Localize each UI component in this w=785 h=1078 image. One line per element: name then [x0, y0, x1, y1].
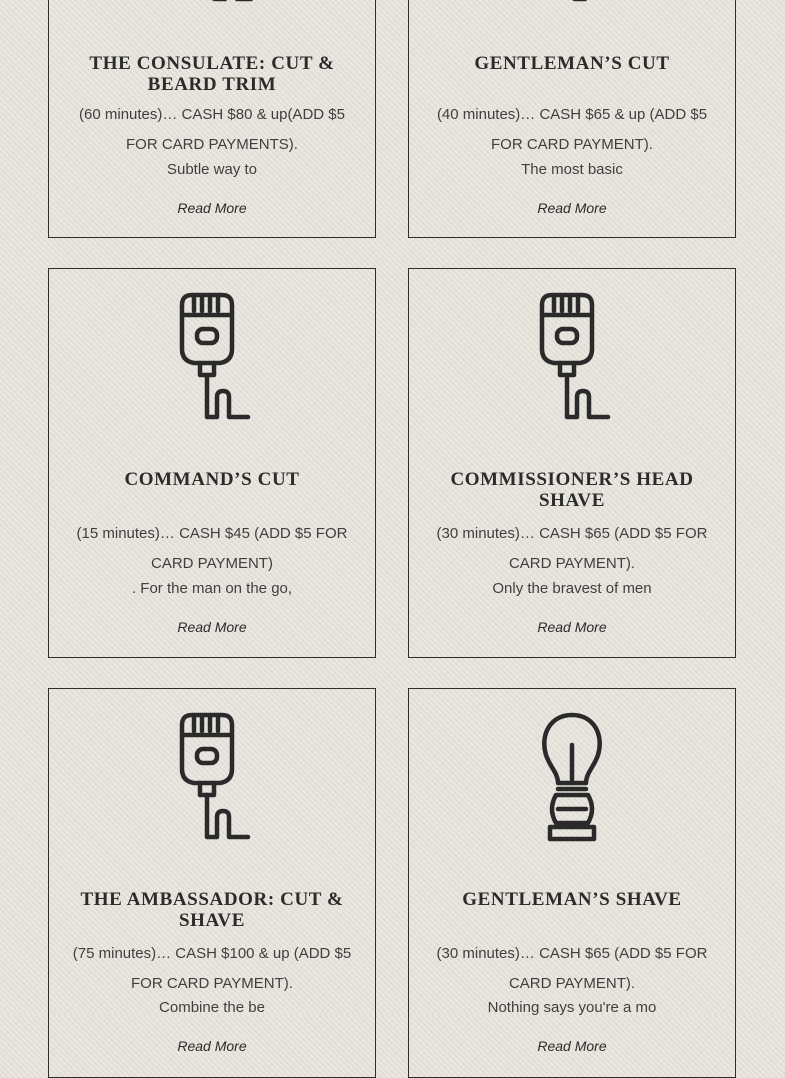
service-excerpt: The most basic [521, 161, 623, 178]
service-card-gentlemans-cut [408, 0, 736, 238]
clipper-icon [49, 291, 375, 421]
service-title: GENTLEMAN’S CUT [474, 53, 670, 74]
service-card-commands-cut [48, 268, 376, 658]
service-excerpt: . For the man on the go, [131, 580, 293, 597]
service-card-consulate [48, 0, 376, 238]
service-price: (30 minutes)… CASH $65 (ADD $5 FOR CARD PAYMENT). [436, 525, 708, 572]
read-more-link[interactable]: Read More [177, 619, 247, 635]
service-card-commissioners-head-shave [408, 268, 736, 658]
clipper-icon [409, 0, 735, 1]
service-price: (40 minutes)… CASH $65 & up (ADD $5 FOR CARD PAYMENT). [436, 106, 708, 153]
read-more-link[interactable]: Read More [537, 1038, 607, 1054]
service-price: (15 minutes)… CASH $45 (ADD $5 FOR CARD PAYMENT) [76, 525, 348, 572]
clipper-icon [49, 711, 375, 841]
clipper-icon [409, 291, 735, 421]
read-more-link[interactable]: Read More [177, 200, 247, 216]
service-price: (30 minutes)… CASH $65 (ADD $5 FOR CARD PAYMENT). [436, 945, 708, 992]
service-title: GENTLEMAN’S SHAVE [462, 889, 682, 910]
service-title: THE AMBASSADOR: CUT & SHAVE [80, 889, 344, 931]
service-excerpt: Combine the be [159, 999, 265, 1016]
service-price: (75 minutes)… CASH $100 & up (ADD $5 FOR CARD PAYMENT). [72, 945, 352, 992]
read-more-link[interactable]: Read More [177, 1038, 247, 1054]
service-card-gentlemans-shave [408, 688, 736, 1078]
service-excerpt: Only the bravest of men [492, 580, 652, 597]
shaving-brush-icon [409, 711, 735, 841]
service-title: THE CONSULATE: CUT & BEARD TRIM [89, 53, 335, 95]
service-title: COMMAND’S CUT [124, 469, 300, 490]
read-more-link[interactable]: Read More [537, 200, 607, 216]
service-excerpt: Nothing says you're a mo [487, 999, 657, 1016]
service-card-ambassador [48, 688, 376, 1078]
read-more-link[interactable]: Read More [537, 619, 607, 635]
service-title: COMMISSIONER’S HEAD SHAVE [450, 469, 694, 511]
service-excerpt: Subtle way to [166, 161, 258, 178]
service-price: (60 minutes)… CASH $80 & up(ADD $5 FOR CARD PAYMENTS). [79, 106, 345, 153]
clipper-icon [49, 0, 375, 1]
